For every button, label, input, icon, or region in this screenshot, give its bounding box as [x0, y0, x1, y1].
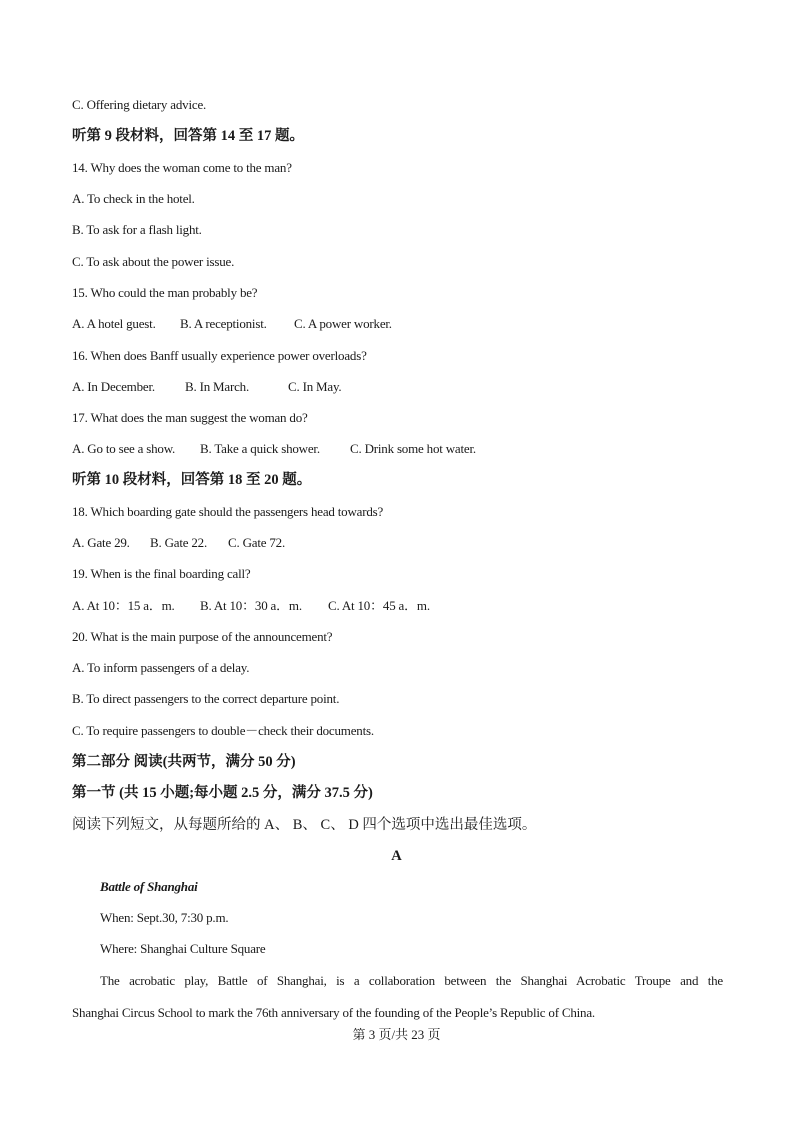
option: B. In March.: [185, 379, 250, 394]
option: C. Gate 72.: [228, 535, 286, 550]
question-19: 19. When is the final boarding call?: [72, 566, 251, 581]
option: C. At 10：45 a．m.: [328, 598, 430, 613]
option: B. Gate 22.: [150, 535, 208, 550]
option: A. Gate 29.: [72, 535, 130, 550]
option-line: B. To direct passengers to the correct departure point.: [72, 691, 340, 706]
section-heading: 第一节 (共 15 小题;每小题 2.5 分，满分 37.5 分): [72, 785, 373, 801]
passage-title: Battle of Shanghai: [100, 879, 198, 894]
options-row: [72, 598, 430, 614]
part-heading: 第二部分 阅读(共两节，满分 50 分): [72, 754, 296, 770]
option-line: A. To inform passengers of a delay.: [72, 660, 250, 675]
option: A. At 10：15 a．m.: [72, 598, 175, 613]
option: B. Take a quick shower.: [200, 441, 320, 456]
option-line: B. To ask for a flash light.: [72, 222, 202, 237]
question-15: 15. Who could the man probably be?: [72, 285, 258, 300]
option: A. Go to see a show.: [72, 441, 176, 456]
option: B. A receptionist.: [180, 316, 267, 331]
option: A. In December.: [72, 379, 155, 394]
paragraph-line: The acrobatic play, Battle of Shanghai, is a collaboration between the Shanghai Acrobatic Troupe and the: [100, 973, 723, 988]
options-row: [72, 535, 285, 551]
option: C. Drink some hot water.: [350, 441, 476, 456]
option-line: A. To check in the hotel.: [72, 191, 195, 206]
instructions: 阅读下列短文，从每题所给的 A、 B、 C、 D 四个选项中选出最佳选项。: [72, 817, 537, 833]
question-14: 14. Why does the woman come to the man?: [72, 160, 292, 175]
question-17: 17. What does the man suggest the woman do?: [72, 410, 308, 425]
passage-label: A: [391, 848, 402, 864]
option-line: C. To ask about the power issue.: [72, 254, 235, 269]
option: A. A hotel guest.: [72, 316, 156, 331]
page-number: 第 3 页/共 23 页: [352, 1027, 441, 1042]
options-row: [72, 316, 392, 332]
options-row: [72, 379, 342, 395]
question-20: 20. What is the main purpose of the announcement?: [72, 629, 333, 644]
option-line: C. To require passengers to double－check their documents.: [72, 723, 374, 738]
passage-paragraph: [72, 965, 723, 1028]
event-location: Where: Shanghai Culture Square: [100, 941, 266, 956]
option: C. A power worker.: [294, 316, 392, 331]
paragraph-line: Shanghai Circus School to mark the 76th anniversary of the founding of the People’s Republic of China.: [72, 1004, 595, 1020]
listening-section-heading: 听第 10 段材料，回答第 18 至 20 题。: [72, 472, 312, 488]
options-row: [72, 441, 476, 457]
event-time: When: Sept.30, 7:30 p.m.: [100, 910, 229, 925]
option-line: C. Offering dietary advice.: [72, 97, 207, 112]
question-16: 16. When does Banff usually experience power overloads?: [72, 348, 367, 363]
question-18: 18. Which boarding gate should the passengers head towards?: [72, 504, 384, 519]
listening-section-heading: 听第 9 段材料，回答第 14 至 17 题。: [72, 128, 304, 144]
option: C. In May.: [288, 379, 342, 394]
option: B. At 10：30 a．m.: [200, 598, 302, 613]
